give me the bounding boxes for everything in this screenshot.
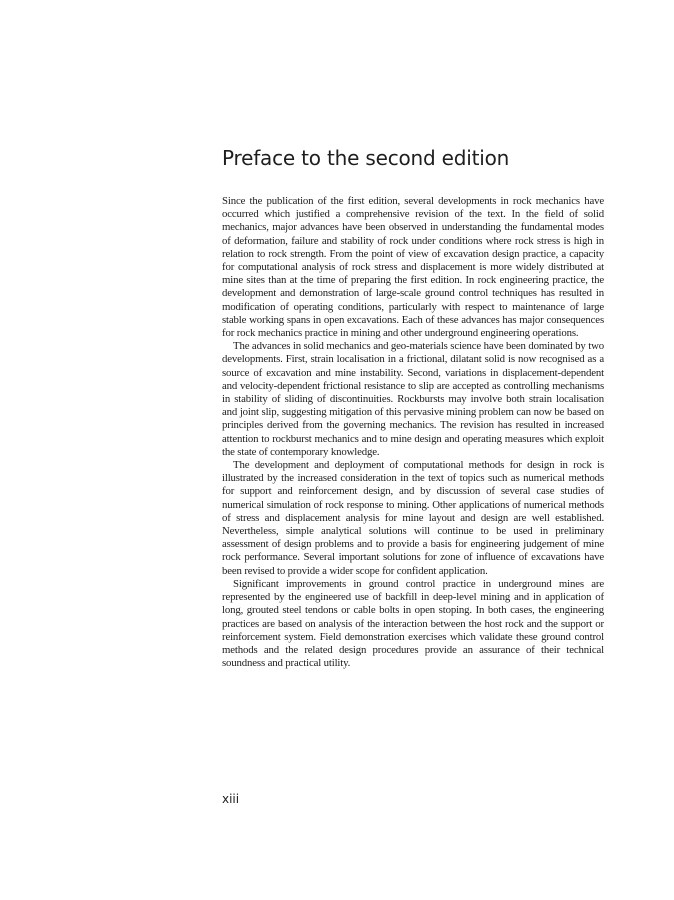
paragraph: The advances in solid mechanics and geo-materials science have been dominated by two developments. First, strain localisation in a frictional, dilatant solid is now recognised as a source of excavation and mine instability. Second, variations in displacement-dependent and velocity-dependent frictional resistance to slip are accepted as controlling mechanisms in stability of sliding of discontinuities. Rockbursts may involve both strain localisation and joint slip, suggesting mitigation of this pervasive mining problem can now be based on principles derived from the governing mechanics. The revision has resulted in increased attention to rockburst mechanics and to mine design and operating measures which exploit the state of contemporary knowledge. xyxy=(222,340,604,458)
preface-body xyxy=(222,195,604,670)
paragraph: The development and deployment of computational methods for design in rock is illustrated by the increased consideration in the text of topics such as numerical methods for support and reinforcement design, and by discussion of several case studies of numerical simulation of rock response to mining. Other applications of numerical methods of stress and displacement analysis for mine layout and design are well established. Nevertheless, simple analytical solutions will continue to be used in preliminary assessment of design problems and to provide a basis for engineering judgement of mine rock performance. Several important solutions for zone of influence of excavations have been revised to provide a wider scope for confident application. xyxy=(222,459,604,577)
page-number: xiii xyxy=(222,792,240,806)
paragraph: Significant improvements in ground control practice in underground mines are represented by the engineered use of backfill in deep-level mining and in application of long, grouted steel tendons or cable bolts in open stoping. In both cases, the engineering practices are based on analysis of the interaction between the host rock and the support or reinforcement system. Field demonstration exercises which validate these ground control methods and the related design procedures provide an assurance of their technical soundness and practical utility. xyxy=(222,577,604,670)
paragraph: Since the publication of the first edition, several developments in rock mechanics have occurred which justified a comprehensive revision of the text. In the field of solid mechanics, major advances have been observed in understanding the fundamental modes of deformation, failure and stability of rock under conditions where rock stress is high in relation to rock strength. From the point of view of excavation design practice, a capacity for computational analysis of rock stress and displacement is more widely distributed at mine sites than at the time of preparing the first edition. In rock engineering practice, the development and demonstration of large-scale ground control techniques has resulted in modification of operating conditions, particularly with respect to maintenance of large stable working spans in open excavations. Each of these advances has major consequences for rock mechanics practice in mining and other underground engineering operations. xyxy=(222,195,604,340)
chapter-title: Preface to the second edition xyxy=(222,146,510,170)
